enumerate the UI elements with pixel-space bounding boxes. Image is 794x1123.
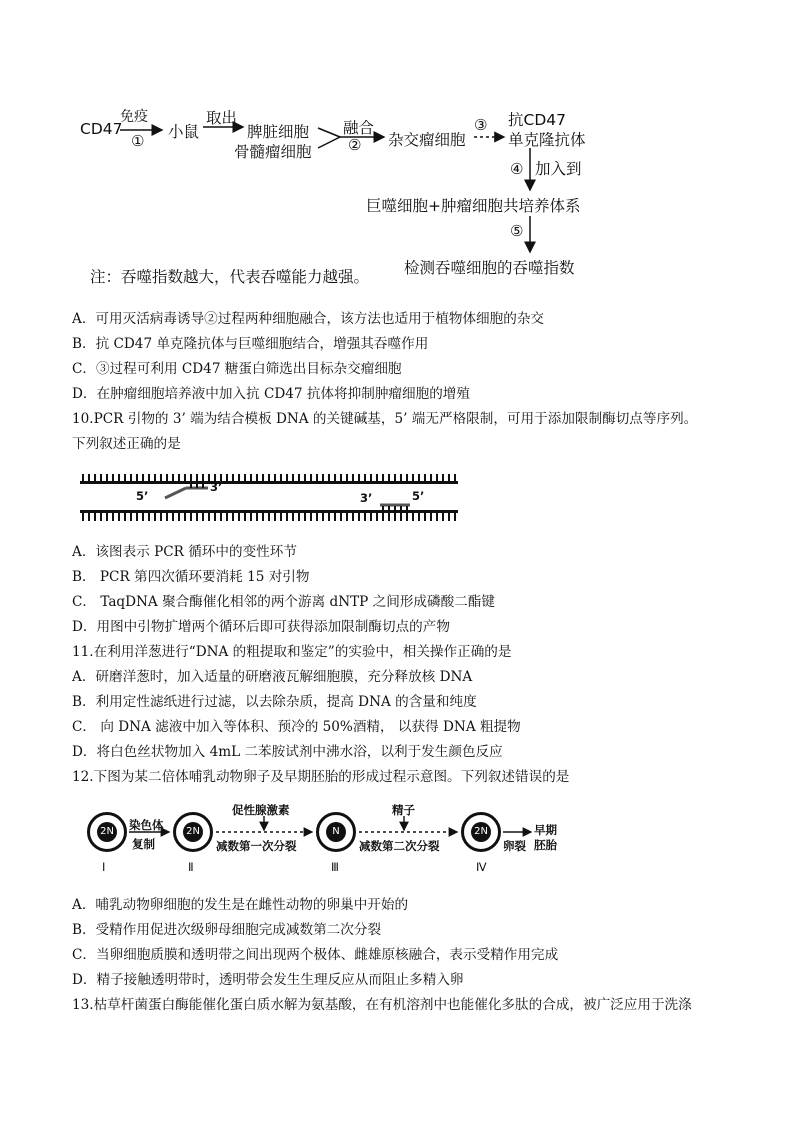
stage-label-3: Ⅲ — [331, 860, 339, 874]
bottom-strand-backbone — [80, 510, 458, 513]
right-primer-5prime: 5’ — [412, 489, 425, 503]
q11-option-c: C． 向 DNA 滤液中加入等体积、预冷的 50%酒精， 以获得 DNA 粗提物 — [72, 719, 521, 735]
q12-option-d: D．精子接触透明带时，透明带会发生生理反应从而阻止多精入卵 — [72, 972, 464, 988]
left-primer-tail — [165, 488, 186, 498]
q11-option-a: A．研磨洋葱时，加入适量的研磨液瓦解细胞膜，充分释放核 DNA — [72, 669, 473, 685]
top-strand-bases — [80, 474, 458, 482]
flow-spleen-cells: 脾脏细胞 — [247, 123, 310, 141]
flow-fuse-label: 融合 — [343, 119, 375, 137]
q10-option-d: D．用图中引物扩增两个循环后即可获得添加限制酶切点的产物 — [72, 619, 450, 635]
flow-step4: ④ — [510, 160, 524, 178]
flow-coculture-system: 巨噬细胞+肿瘤细胞共培养体系 — [366, 197, 581, 215]
cell-4-nucleus: 2N — [471, 822, 491, 842]
flow-step2: ② — [348, 136, 362, 154]
bottom-strand-bases — [80, 513, 458, 521]
label-early: 早期 — [534, 823, 557, 837]
label-meiosis-2: 减数第二次分裂 — [359, 839, 440, 853]
q10-stem-line2: 下列叙述正确的是 — [72, 436, 181, 452]
flow-step5: ⑤ — [510, 222, 524, 240]
label-replicate: 复制 — [132, 837, 155, 851]
cell-3-nucleus: N — [326, 822, 346, 842]
flow-take-out-label: 取出 — [206, 109, 238, 127]
flow-detect-index: 检测吞噬细胞的吞噬指数 — [404, 259, 575, 277]
q10-option-b: B． PCR 第四次循环要消耗 15 对引物 — [72, 569, 310, 585]
label-cleavage: 卵裂 — [503, 839, 526, 853]
right-primer-bases — [380, 506, 410, 510]
flow-hybridoma: 杂交瘤细胞 — [388, 131, 466, 149]
left-primer-3prime: 3’ — [210, 480, 223, 494]
q10-stem-line1: 10.PCR 引物的 3’ 端为结合模板 DNA 的关键碱基，5’ 端无严格限制，可用于添加限制酶切点等序列。 — [72, 411, 698, 427]
flow-immunize-label: 免疫 — [120, 109, 148, 125]
flow-arrows — [0, 0, 794, 290]
label-meiosis-1: 减数第一次分裂 — [216, 839, 297, 853]
q10-option-c: C． TaqDNA 聚合酶催化相邻的两个游离 dNTP 之间形成磷酸二酯键 — [72, 594, 495, 610]
q9-option-d: D．在肿瘤细胞培养液中加入抗 CD47 抗体将抑制肿瘤细胞的增殖 — [72, 386, 470, 402]
q9-option-c: C．③过程可利用 CD47 糖蛋白筛选出目标杂交瘤细胞 — [72, 361, 402, 377]
flow-note: 注：吞噬指数越大，代表吞噬能力越强。 — [90, 268, 370, 286]
label-sperm: 精子 — [392, 803, 415, 817]
flow-add-to-label: 加入到 — [535, 160, 582, 178]
cell-2-nucleus: 2N — [183, 822, 203, 842]
arrow-merge-top — [318, 128, 340, 137]
q12-option-b: B．受精作用促进次级卵母细胞完成减数第二次分裂 — [72, 922, 382, 938]
oocyte-arrows — [0, 790, 794, 870]
flow-myeloma-cells: 骨髓瘤细胞 — [234, 143, 312, 161]
q11-option-b: B．利用定性滤纸进行过滤，以去除杂质，提高 DNA 的含量和纯度 — [72, 694, 477, 710]
q11-stem: 11.在利用洋葱进行“DNA 的粗提取和鉴定”的实验中，相关操作正确的是 — [72, 644, 512, 660]
left-primer-5prime: 5’ — [136, 489, 149, 503]
left-primer-bases — [188, 484, 208, 488]
cell-1-nucleus: 2N — [97, 822, 117, 842]
stage-label-4: Ⅳ — [476, 860, 487, 874]
stage-label-2: Ⅱ — [188, 860, 194, 874]
flow-cd47: CD47 — [80, 120, 123, 138]
q9-option-a: A．可用灭活病毒诱导②过程两种细胞融合，该方法也适用于植物体细胞的杂交 — [72, 311, 545, 327]
q13-stem: 13.枯草杆菌蛋白酶能催化蛋白质水解为氨基酸，在有机溶剂中也能催化多肽的合成，被广泛应用于洗涤 — [72, 997, 692, 1013]
stage-label-1: Ⅰ — [102, 860, 106, 874]
q9-option-b: B．抗 CD47 单克隆抗体与巨噬细胞结合，增强其吞噬作用 — [72, 336, 429, 352]
arrow-merge-bottom — [318, 137, 340, 148]
label-chromosome: 染色体 — [129, 818, 164, 832]
right-primer-3prime: 3’ — [360, 491, 373, 505]
flow-step1: ① — [131, 132, 145, 150]
top-strand-backbone — [80, 481, 458, 484]
flow-step3: ③ — [474, 116, 488, 134]
q12-option-a: A．哺乳动物卵细胞的发生是在雌性动物的卵巢中开始的 — [72, 897, 409, 913]
q12-stem: 12.下图为某二倍体哺乳动物卵子及早期胚胎的形成过程示意图。下列叙述错误的是 — [72, 769, 570, 785]
flow-mouse: 小鼠 — [168, 123, 200, 141]
label-gonadotropin: 促性腺激素 — [232, 803, 290, 817]
q12-option-c: C．当卵细胞质膜和透明带之间出现两个极体、雌雄原核融合，表示受精作用完成 — [72, 947, 559, 963]
flow-monoclonal-antibody: 单克隆抗体 — [508, 131, 586, 149]
flow-anti-cd47: 抗CD47 — [508, 111, 566, 129]
q10-option-a: A．该图表示 PCR 循环中的变性环节 — [72, 544, 297, 560]
q11-option-d: D．将白色丝状物加入 4mL 二苯胺试剂中沸水浴，以利于发生颜色反应 — [72, 744, 503, 760]
label-embryo: 胚胎 — [534, 838, 557, 852]
